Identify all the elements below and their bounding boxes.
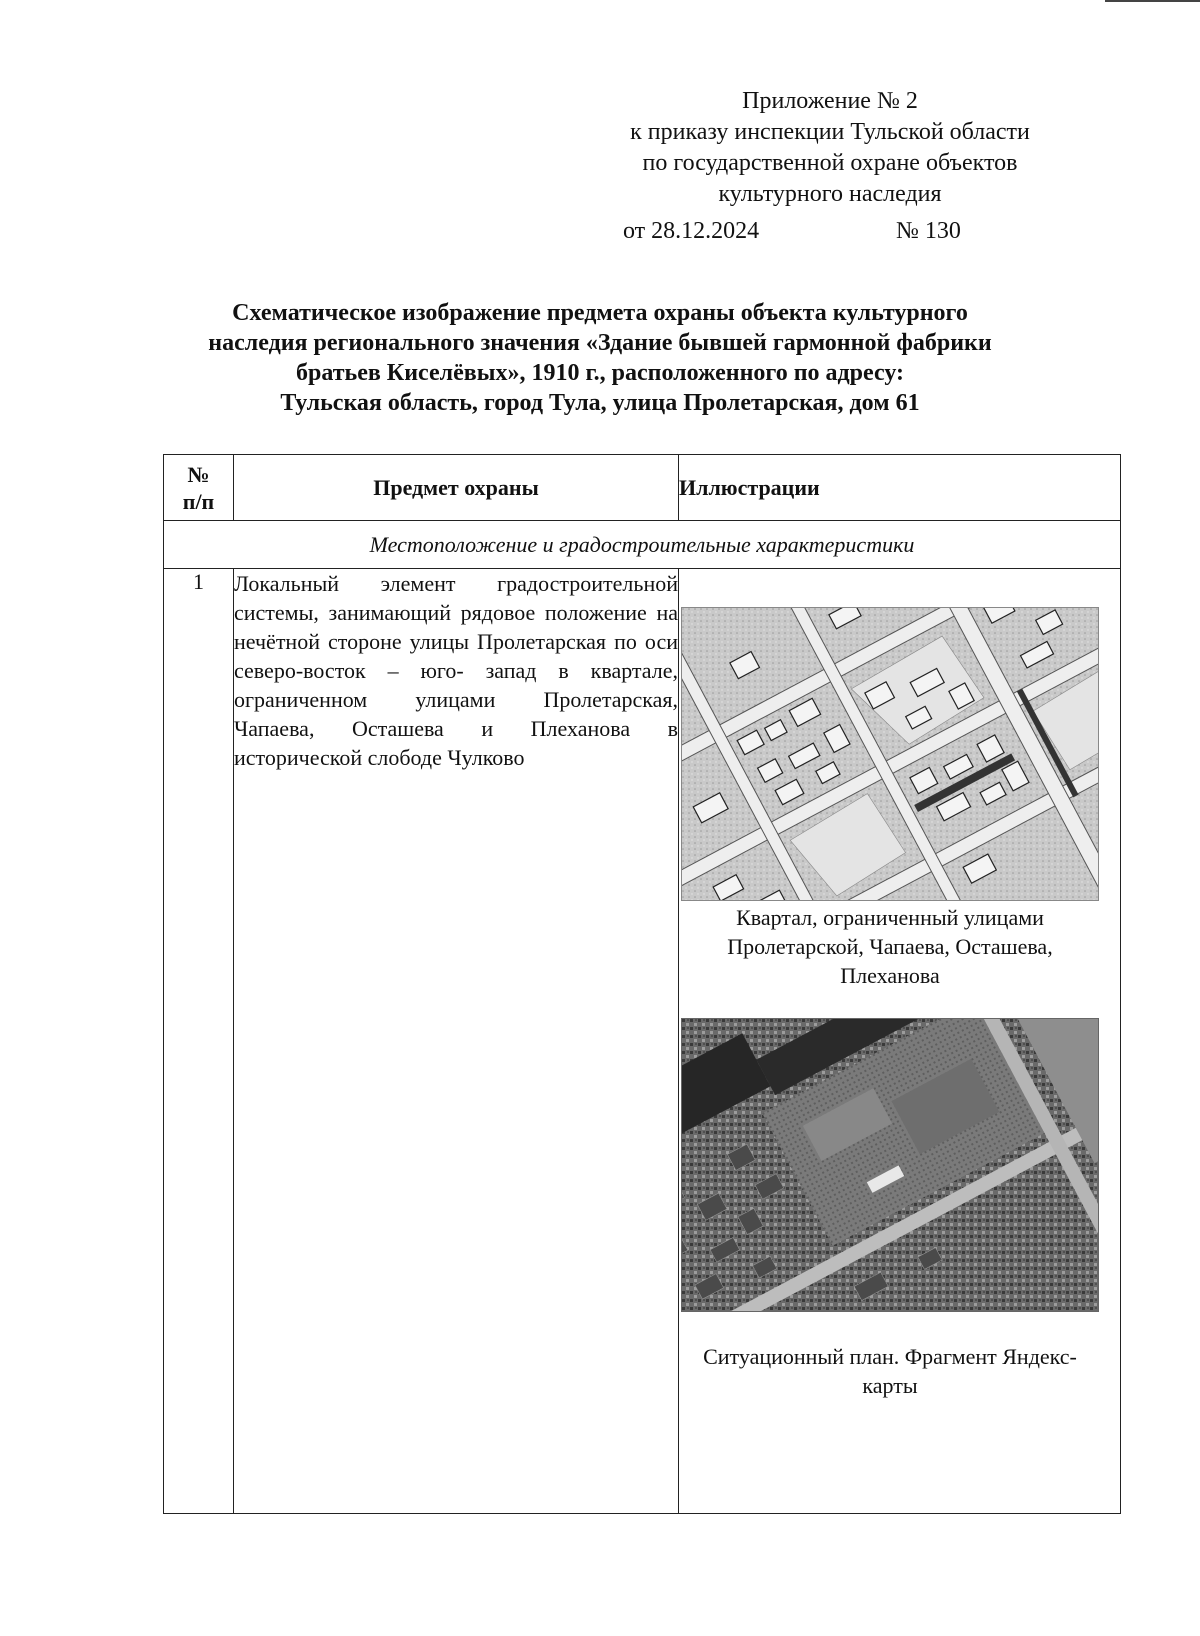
scan-edge-mark <box>1105 0 1200 2</box>
figure-block-map <box>681 607 1099 990</box>
header-number-abbr: п/п <box>182 488 215 514</box>
section-row <box>164 521 1121 569</box>
row-illustrations <box>679 569 1121 1514</box>
title-line-1: Схематическое изображение предмета охраны объекта культурного <box>232 300 968 326</box>
header-illustrations: Иллюстрации <box>679 455 1121 521</box>
table-row <box>164 569 1121 1514</box>
order-date: от 28.12.2024 <box>623 218 760 244</box>
figure-caption-map: Квартал, ограниченный улицами Пролетарской, Чапаева, Осташева, Плеханова <box>727 905 1053 988</box>
title-line-2: наследия регионального значения «Здание бывшей гармонной фабрики <box>208 330 992 356</box>
cadastral-map-image <box>681 607 1099 901</box>
row-description: Локальный элемент градостроительной системы, занимающий рядовое положение на нечётной стороне улицы Пролетарская по оси северо-восток – юго- запад в квартале, ограниченном улицами Пролетарская, Чапаева, Осташева и Плеханова в исторической слободе Чулково <box>234 569 679 1514</box>
annex-line-3: по государственной охране объектов <box>642 150 1018 176</box>
figure-block-satellite <box>681 1018 1099 1400</box>
row-number: 1 <box>164 569 234 1514</box>
order-number: № 130 <box>896 218 961 244</box>
annex-header <box>560 86 1100 248</box>
satellite-image <box>681 1018 1099 1312</box>
title-line-4: Тульская область, город Тула, улица Пролетарская, дом 61 <box>280 390 920 416</box>
table-header-row <box>164 455 1121 521</box>
section-title: Местоположение и градостроительные характеристики <box>164 521 1121 569</box>
header-subject: Предмет охраны <box>234 455 679 521</box>
header-number <box>164 455 234 521</box>
title-line-3: братьев Киселёвых», 1910 г., расположенного по адресу: <box>295 360 904 386</box>
protection-subject-table <box>163 454 1121 1514</box>
document-title <box>120 298 1080 418</box>
header-number-sign: № <box>187 461 210 487</box>
annex-line-1: Приложение № 2 <box>742 88 918 114</box>
annex-line-4: культурного наследия <box>718 181 942 207</box>
order-date-number <box>560 212 1100 248</box>
annex-line-2: к приказу инспекции Тульской области <box>630 119 1030 145</box>
figure-caption-satellite: Ситуационный план. Фрагмент Яндекс-карты <box>703 1344 1077 1398</box>
